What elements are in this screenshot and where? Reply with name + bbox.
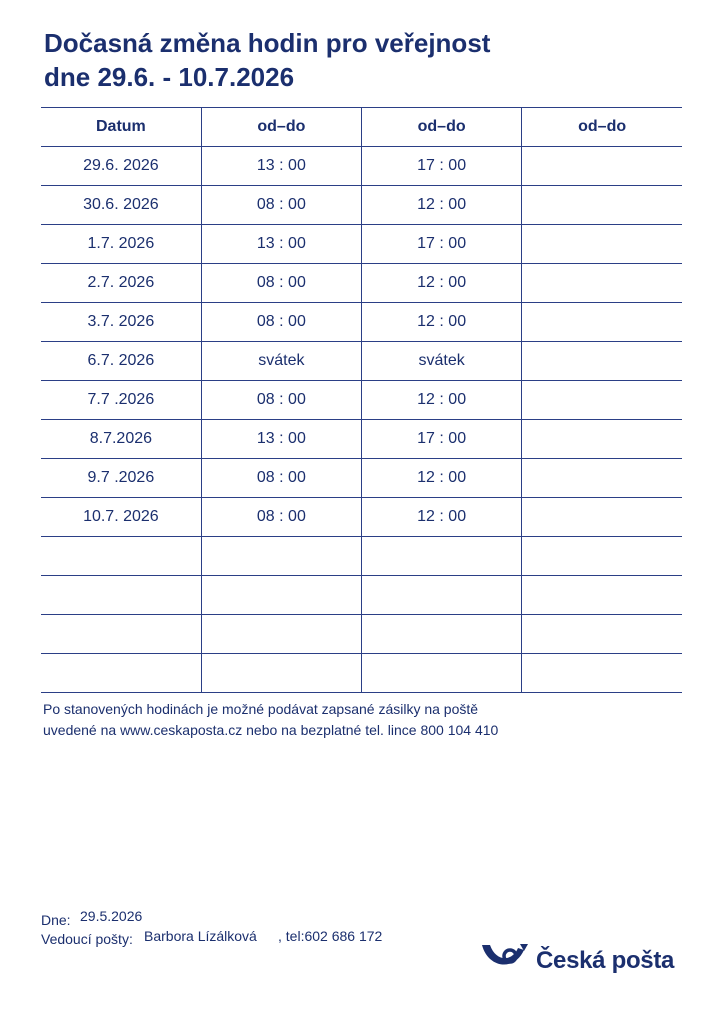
time-cell: 12 : 00 <box>362 186 522 225</box>
time-cell <box>201 654 361 693</box>
table-row <box>41 654 682 693</box>
date-cell: 1.7. 2026 <box>41 225 201 264</box>
note-line-2: uvedené na www.ceskaposta.cz nebo na bezplatné tel. lince 800 104 410 <box>43 722 499 738</box>
table-row <box>41 615 682 654</box>
date-cell: 3.7. 2026 <box>41 303 201 342</box>
table-row <box>41 498 682 537</box>
time-cell: 08 : 00 <box>201 498 361 537</box>
time-cell <box>522 537 682 576</box>
date-cell: 10.7. 2026 <box>41 498 201 537</box>
time-cell: 08 : 00 <box>201 381 361 420</box>
table-row <box>41 186 682 225</box>
date-cell: 2.7. 2026 <box>41 264 201 303</box>
time-cell: 17 : 00 <box>362 420 522 459</box>
date-cell: 29.6. 2026 <box>41 147 201 186</box>
time-cell: 13 : 00 <box>201 420 361 459</box>
time-cell: 08 : 00 <box>201 303 361 342</box>
header-od-do-1: od–do <box>201 108 361 147</box>
time-cell: 12 : 00 <box>362 303 522 342</box>
time-cell: svátek <box>201 342 361 381</box>
title-line-2: dne 29.6. - 10.7.2026 <box>44 62 295 92</box>
header-datum: Datum <box>41 108 201 147</box>
title-line-1: Dočasná změna hodin pro veřejnost <box>44 28 491 58</box>
note-line-1: Po stanovených hodinách je možné podávat zapsané zásilky na poště <box>43 701 479 717</box>
time-cell <box>201 576 361 615</box>
table-row <box>41 147 682 186</box>
table-row <box>41 342 682 381</box>
time-cell <box>522 420 682 459</box>
schedule-table <box>41 107 682 693</box>
page-title <box>44 26 490 94</box>
time-cell: 08 : 00 <box>201 264 361 303</box>
manager-label: Vedoucí pošty: <box>41 931 133 947</box>
time-cell: svátek <box>362 342 522 381</box>
logo-text: Česká pošta <box>536 946 675 974</box>
time-cell: 12 : 00 <box>362 264 522 303</box>
post-horn-icon <box>480 942 530 979</box>
manager-name: Barbora Lízálková <box>144 928 257 944</box>
date-cell: 8.7.2026 <box>41 420 201 459</box>
table-body <box>41 147 682 693</box>
table-row <box>41 420 682 459</box>
manager-phone: , tel:602 686 172 <box>278 928 383 944</box>
time-cell: 08 : 00 <box>201 186 361 225</box>
date-cell <box>41 615 201 654</box>
time-cell <box>522 186 682 225</box>
time-cell <box>522 303 682 342</box>
time-cell <box>522 654 682 693</box>
time-cell: 17 : 00 <box>362 225 522 264</box>
time-cell <box>522 225 682 264</box>
time-cell: 13 : 00 <box>201 225 361 264</box>
date-label: Dne: <box>41 912 71 928</box>
ceska-posta-logo <box>480 942 674 979</box>
time-cell <box>522 615 682 654</box>
date-cell: 7.7 .2026 <box>41 381 201 420</box>
date-cell: 30.6. 2026 <box>41 186 201 225</box>
time-cell <box>522 342 682 381</box>
time-cell: 13 : 00 <box>201 147 361 186</box>
header-od-do-3: od–do <box>522 108 682 147</box>
time-cell <box>362 615 522 654</box>
time-cell: 17 : 00 <box>362 147 522 186</box>
note-text <box>43 699 498 741</box>
date-cell: 6.7. 2026 <box>41 342 201 381</box>
date-cell <box>41 654 201 693</box>
date-cell <box>41 537 201 576</box>
date-value: 29.5.2026 <box>80 908 143 924</box>
time-cell <box>362 576 522 615</box>
time-cell: 12 : 00 <box>362 459 522 498</box>
time-cell <box>362 654 522 693</box>
time-cell <box>522 498 682 537</box>
time-cell <box>522 459 682 498</box>
time-cell <box>201 615 361 654</box>
time-cell <box>522 264 682 303</box>
time-cell <box>522 576 682 615</box>
time-cell: 12 : 00 <box>362 498 522 537</box>
table-row <box>41 225 682 264</box>
header-od-do-2: od–do <box>362 108 522 147</box>
table-row <box>41 537 682 576</box>
time-cell <box>522 147 682 186</box>
date-cell <box>41 576 201 615</box>
table-row <box>41 459 682 498</box>
time-cell: 12 : 00 <box>362 381 522 420</box>
time-cell: 08 : 00 <box>201 459 361 498</box>
time-cell <box>362 537 522 576</box>
table-row <box>41 303 682 342</box>
date-cell: 9.7 .2026 <box>41 459 201 498</box>
table-row <box>41 381 682 420</box>
table-header-row <box>41 108 682 147</box>
time-cell <box>201 537 361 576</box>
time-cell <box>522 381 682 420</box>
table-row <box>41 576 682 615</box>
table-row <box>41 264 682 303</box>
